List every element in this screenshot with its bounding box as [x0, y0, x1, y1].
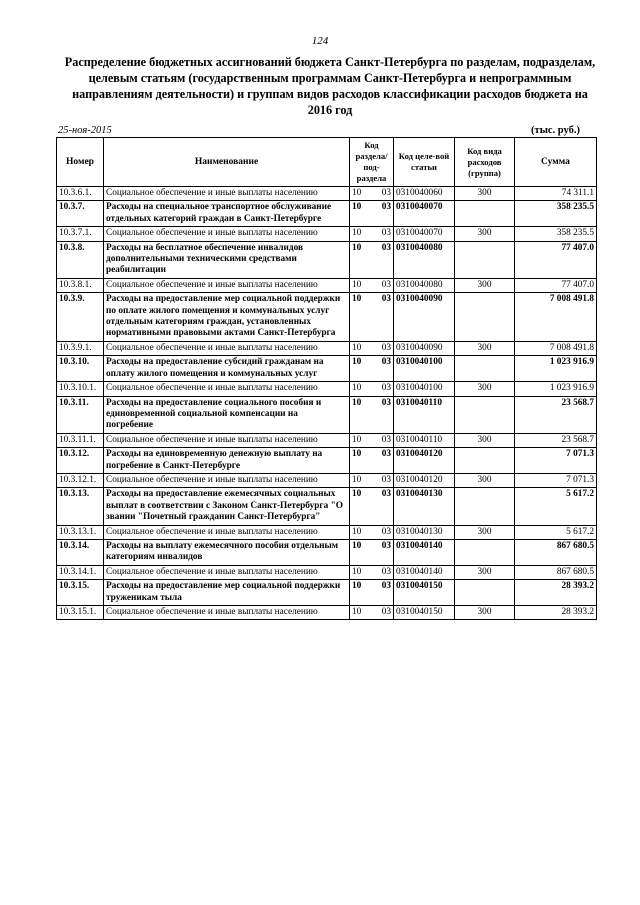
- table-row: [57, 525, 597, 539]
- row-subsection-code: 03: [372, 525, 394, 539]
- row-target-code: 0310040150: [394, 580, 455, 606]
- row-name: Расходы на предоставление мер социальной поддержки по оплате жилого помещения и коммунальных услуг отдельным категориям граждан, установленных нормативными правовыми актами Санкт-Петербурга: [104, 293, 350, 342]
- row-number: 10.3.15.: [57, 580, 104, 606]
- row-number: 10.3.11.: [57, 396, 104, 433]
- header-section: Код раздела/ под-раздела: [350, 138, 394, 187]
- row-number: 10.3.13.: [57, 488, 104, 525]
- row-number: 10.3.9.1.: [57, 341, 104, 355]
- row-section-code: 10: [350, 565, 372, 579]
- row-section-code: 10: [350, 433, 372, 447]
- row-number: 10.3.7.: [57, 201, 104, 227]
- row-sum: 7 071.3: [515, 448, 597, 474]
- row-name: Социальное обеспечение и иные выплаты населению: [104, 227, 350, 241]
- row-subsection-code: 03: [372, 293, 394, 342]
- row-subsection-code: 03: [372, 580, 394, 606]
- table-row-subtotal: [57, 539, 597, 565]
- row-group-code: 300: [455, 606, 515, 620]
- row-group-code: [455, 396, 515, 433]
- page-number: 124: [311, 35, 329, 47]
- row-section-code: 10: [350, 396, 372, 433]
- table-row: [57, 227, 597, 241]
- row-sum: 28 393.2: [515, 606, 597, 620]
- row-number: 10.3.14.1.: [57, 565, 104, 579]
- row-subsection-code: 03: [372, 488, 394, 525]
- budget-table: [56, 137, 597, 620]
- row-group-code: 300: [455, 473, 515, 487]
- table-row-subtotal: [57, 396, 597, 433]
- table-row-subtotal: [57, 488, 597, 525]
- row-subsection-code: 03: [372, 241, 394, 278]
- row-sum: 867 680.5: [515, 539, 597, 565]
- table-row-subtotal: [57, 448, 597, 474]
- table-row: [57, 187, 597, 201]
- row-name: Расходы на специальное транспортное обслуживание отдельных категорий граждан в Санкт-Петербурге: [104, 201, 350, 227]
- row-name: Социальное обеспечение и иные выплаты населению: [104, 382, 350, 396]
- units-label: (тыс. руб.): [531, 125, 580, 136]
- row-subsection-code: 03: [372, 396, 394, 433]
- row-sum: 77 407.0: [515, 241, 597, 278]
- row-name: Расходы на предоставление ежемесячных социальных выплат в соответствии с Законом Санкт-Петербурга "О звании "Почетный гражданин Санкт-Петербурга": [104, 488, 350, 525]
- row-section-code: 10: [350, 525, 372, 539]
- row-subsection-code: 03: [372, 606, 394, 620]
- row-name: Социальное обеспечение и иные выплаты населению: [104, 433, 350, 447]
- row-group-code: 300: [455, 341, 515, 355]
- row-target-code: 0310040060: [394, 187, 455, 201]
- row-sum: 28 393.2: [515, 580, 597, 606]
- row-target-code: 0310040130: [394, 488, 455, 525]
- row-sum: 358 235.5: [515, 227, 597, 241]
- row-sum: 7 008 491.8: [515, 341, 597, 355]
- row-name: Расходы на бесплатное обеспечение инвалидов дополнительными техническими средствами реабилитации: [104, 241, 350, 278]
- row-section-code: 10: [350, 241, 372, 278]
- header-number: Номер: [57, 138, 104, 187]
- row-section-code: 10: [350, 539, 372, 565]
- row-target-code: 0310040120: [394, 473, 455, 487]
- row-section-code: 10: [350, 201, 372, 227]
- row-section-code: 10: [350, 293, 372, 342]
- header-target: Код целе-вой статьи: [394, 138, 455, 187]
- row-group-code: [455, 488, 515, 525]
- row-group-code: 300: [455, 525, 515, 539]
- row-name: Социальное обеспечение и иные выплаты населению: [104, 606, 350, 620]
- table-row: [57, 341, 597, 355]
- row-sum: 358 235.5: [515, 201, 597, 227]
- row-number: 10.3.10.: [57, 356, 104, 382]
- row-target-code: 0310040090: [394, 293, 455, 342]
- row-sum: 5 617.2: [515, 488, 597, 525]
- row-subsection-code: 03: [372, 201, 394, 227]
- row-name: Социальное обеспечение и иные выплаты населению: [104, 341, 350, 355]
- table-row-subtotal: [57, 293, 597, 342]
- table-row: [57, 278, 597, 292]
- table-row-subtotal: [57, 356, 597, 382]
- row-sum: 1 023 916.9: [515, 356, 597, 382]
- table-row: [57, 606, 597, 620]
- row-subsection-code: 03: [372, 565, 394, 579]
- row-group-code: [455, 241, 515, 278]
- row-sum: 867 680.5: [515, 565, 597, 579]
- row-subsection-code: 03: [372, 187, 394, 201]
- row-sum: 7 008 491.8: [515, 293, 597, 342]
- row-name: Социальное обеспечение и иные выплаты населению: [104, 525, 350, 539]
- header-group: Код вида расходов (группа): [455, 138, 515, 187]
- row-group-code: [455, 356, 515, 382]
- row-group-code: 300: [455, 382, 515, 396]
- table-row: [57, 382, 597, 396]
- table-row-subtotal: [57, 201, 597, 227]
- row-target-code: 0310040110: [394, 396, 455, 433]
- table-header-row: [57, 138, 597, 187]
- row-target-code: 0310040130: [394, 525, 455, 539]
- row-subsection-code: 03: [372, 539, 394, 565]
- row-group-code: 300: [455, 227, 515, 241]
- table-row-subtotal: [57, 241, 597, 278]
- row-name: Расходы на единовременную денежную выплату на погребение в Санкт-Петербурге: [104, 448, 350, 474]
- row-target-code: 0310040100: [394, 356, 455, 382]
- header-sum: Сумма: [515, 138, 597, 187]
- row-section-code: 10: [350, 341, 372, 355]
- row-section-code: 10: [350, 187, 372, 201]
- row-section-code: 10: [350, 606, 372, 620]
- table-row: [57, 473, 597, 487]
- row-target-code: 0310040150: [394, 606, 455, 620]
- row-group-code: 300: [455, 433, 515, 447]
- row-number: 10.3.15.1.: [57, 606, 104, 620]
- row-subsection-code: 03: [372, 278, 394, 292]
- row-subsection-code: 03: [372, 448, 394, 474]
- row-section-code: 10: [350, 227, 372, 241]
- table-row-subtotal: [57, 580, 597, 606]
- row-number: 10.3.10.1.: [57, 382, 104, 396]
- row-subsection-code: 03: [372, 473, 394, 487]
- row-group-code: [455, 580, 515, 606]
- row-number: 10.3.8.1.: [57, 278, 104, 292]
- row-group-code: 300: [455, 187, 515, 201]
- row-group-code: [455, 539, 515, 565]
- row-target-code: 0310040070: [394, 227, 455, 241]
- row-target-code: 0310040140: [394, 565, 455, 579]
- row-target-code: 0310040140: [394, 539, 455, 565]
- row-target-code: 0310040080: [394, 278, 455, 292]
- row-target-code: 0310040090: [394, 341, 455, 355]
- row-section-code: 10: [350, 278, 372, 292]
- table-body: [57, 187, 597, 620]
- row-section-code: 10: [350, 580, 372, 606]
- row-section-code: 10: [350, 382, 372, 396]
- row-target-code: 0310040110: [394, 433, 455, 447]
- table-row: [57, 565, 597, 579]
- document-date: 25-ноя-2015: [58, 125, 112, 136]
- row-subsection-code: 03: [372, 433, 394, 447]
- row-subsection-code: 03: [372, 382, 394, 396]
- row-name: Социальное обеспечение и иные выплаты населению: [104, 565, 350, 579]
- row-sum: 1 023 916.9: [515, 382, 597, 396]
- row-number: 10.3.12.: [57, 448, 104, 474]
- row-sum: 23 568.7: [515, 396, 597, 433]
- row-section-code: 10: [350, 448, 372, 474]
- document-title: Распределение бюджетных ассигнований бюджета Санкт-Петербурга по разделам, подразделам, целевым статьям (государственным программам Санкт-Петербурга и непрограммным направлениям деятельности) и группам видов расходов классификации расходов бюджета на 2016 год: [64, 55, 596, 117]
- row-number: 10.3.14.: [57, 539, 104, 565]
- row-section-code: 10: [350, 473, 372, 487]
- row-subsection-code: 03: [372, 227, 394, 241]
- row-sum: 23 568.7: [515, 433, 597, 447]
- row-name: Расходы на предоставление мер социальной поддержки труженикам тыла: [104, 580, 350, 606]
- row-sum: 74 311.1: [515, 187, 597, 201]
- row-group-code: [455, 201, 515, 227]
- row-target-code: 0310040120: [394, 448, 455, 474]
- row-name: Социальное обеспечение и иные выплаты населению: [104, 187, 350, 201]
- header-name: Наименование: [104, 138, 350, 187]
- row-number: 10.3.12.1.: [57, 473, 104, 487]
- row-name: Социальное обеспечение и иные выплаты населению: [104, 473, 350, 487]
- row-target-code: 0310040080: [394, 241, 455, 278]
- row-sum: 77 407.0: [515, 278, 597, 292]
- row-sum: 7 071.3: [515, 473, 597, 487]
- row-subsection-code: 03: [372, 356, 394, 382]
- row-group-code: 300: [455, 565, 515, 579]
- row-number: 10.3.11.1.: [57, 433, 104, 447]
- row-section-code: 10: [350, 356, 372, 382]
- row-subsection-code: 03: [372, 341, 394, 355]
- row-name: Социальное обеспечение и иные выплаты населению: [104, 278, 350, 292]
- row-number: 10.3.9.: [57, 293, 104, 342]
- row-group-code: [455, 293, 515, 342]
- row-number: 10.3.7.1.: [57, 227, 104, 241]
- table-row: [57, 433, 597, 447]
- row-section-code: 10: [350, 488, 372, 525]
- row-name: Расходы на предоставление социального пособия и единовременной социальной компенсации на погребение: [104, 396, 350, 433]
- row-target-code: 0310040070: [394, 201, 455, 227]
- row-number: 10.3.8.: [57, 241, 104, 278]
- row-sum: 5 617.2: [515, 525, 597, 539]
- row-name: Расходы на предоставление субсидий гражданам на оплату жилого помещения и коммунальных услуг: [104, 356, 350, 382]
- row-number: 10.3.6.1.: [57, 187, 104, 201]
- row-number: 10.3.13.1.: [57, 525, 104, 539]
- row-group-code: 300: [455, 278, 515, 292]
- row-name: Расходы на выплату ежемесячного пособия отдельным категориям инвалидов: [104, 539, 350, 565]
- row-target-code: 0310040100: [394, 382, 455, 396]
- row-group-code: [455, 448, 515, 474]
